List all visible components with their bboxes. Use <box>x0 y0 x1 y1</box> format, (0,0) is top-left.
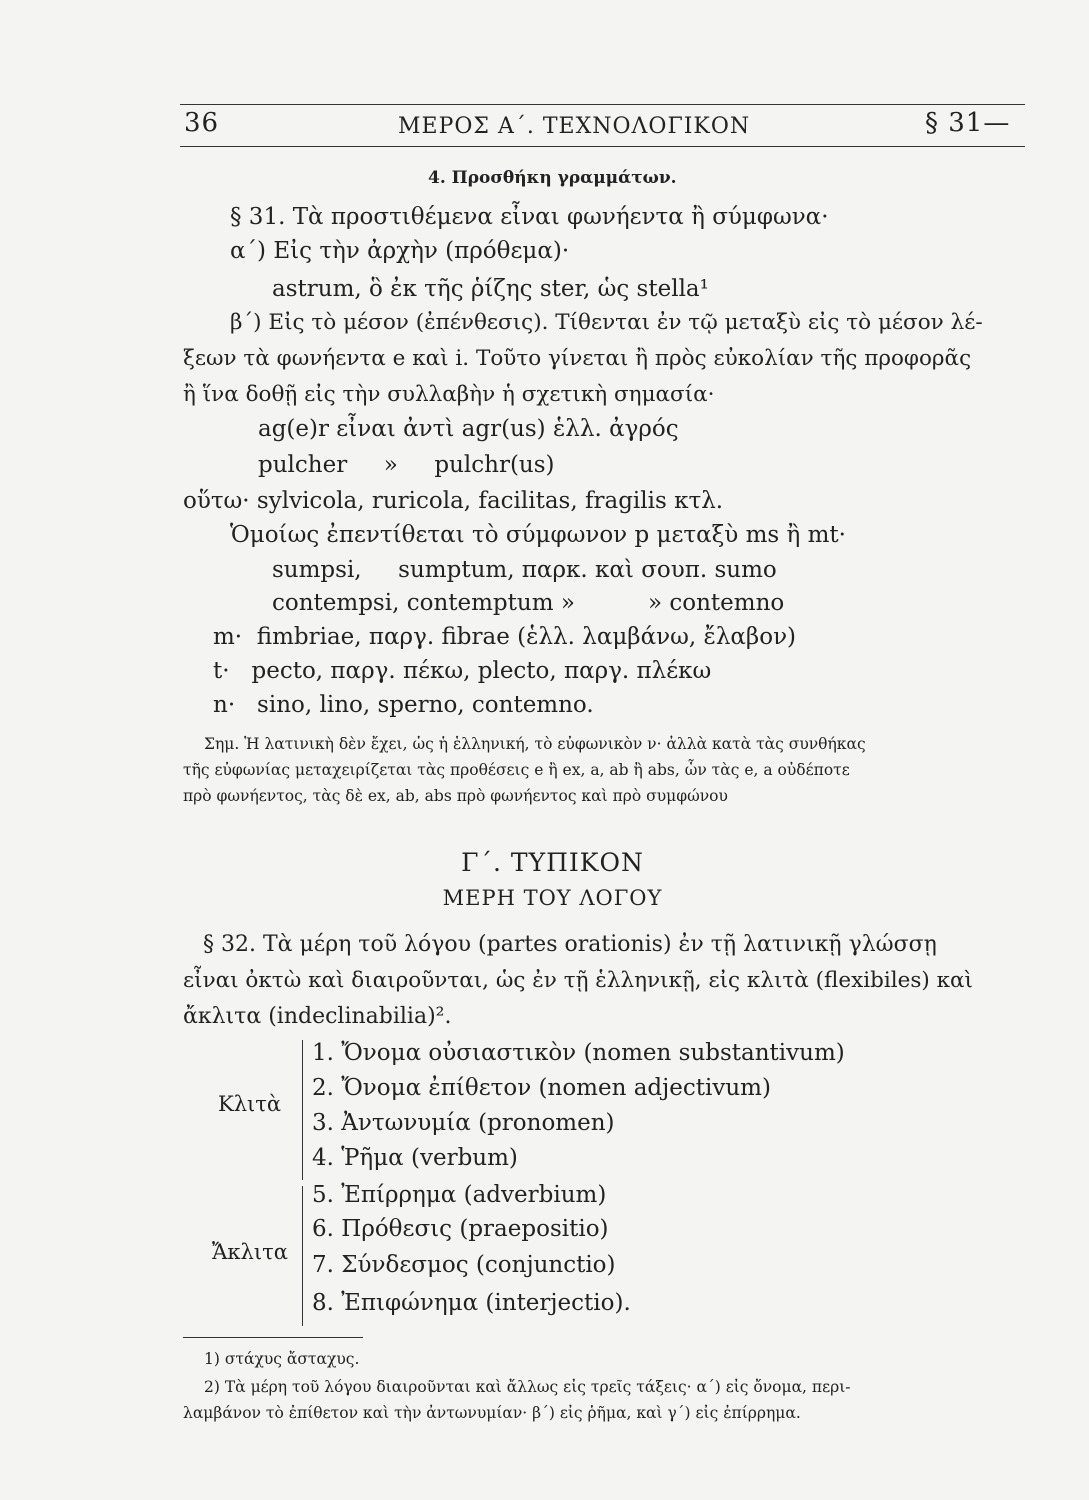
uninflected-brace <box>302 1186 309 1326</box>
p31-line-7: ag(e)r εἶναι ἀντὶ agr(us) ἑλλ. ἀγρός <box>258 416 679 442</box>
inflected-label: Κλιτὰ <box>218 1092 282 1116</box>
header-section-mark: § 31— <box>925 108 1011 138</box>
p31-line-3: astrum, ὃ ἐκ τῆς ῥίζης ster, ὡς stella¹ <box>272 276 709 302</box>
p31-line-14: t· pecto, παργ. πέκω, plecto, παργ. πλέκω <box>213 658 712 684</box>
running-title: ΜΕΡΟΣ Α΄. ΤΕΧΝΟΛΟΓΙΚΟΝ <box>398 114 751 139</box>
p31-line-8: pulcher » pulchr(us) <box>258 452 555 478</box>
note-line-2: τῆς εὐφωνίας μεταχειρίζεται τὰς προθέσεις e ἢ ex, a, ab ἢ abs, ὧν τὰς e, a οὐδέποτε <box>183 761 850 779</box>
footnote-2: 2) Τὰ μέρη τοῦ λόγου διαιροῦνται καὶ ἄλλως εἰς τρεῖς τάξεις· α΄) εἰς ὄνομα, περι- <box>204 1378 851 1396</box>
p31-line-6: ἢ ἵνα δοθῇ εἰς τὴν συλλαβὴν ἡ σχετικὴ σημασία· <box>183 382 715 407</box>
part-5: 5. Ἐπίρρημα (adverbium) <box>312 1182 607 1208</box>
p31-line-11: sumpsi, sumptum, παρκ. καὶ σουπ. sumo <box>272 557 777 583</box>
footnote-2-cont: λαμβάνον τὸ ἐπίθετον καὶ τὴν ἀντωνυμίαν· β΄) εἰς ῥῆμα, καὶ γ΄) εἰς ἐπίρρημα. <box>183 1404 801 1422</box>
inflected-brace <box>302 1040 309 1180</box>
part-7: 7. Σύνδεσμος (conjunctio) <box>312 1252 616 1278</box>
p31-line-2: α΄) Εἰς τὴν ἀρχὴν (πρόθεμα)· <box>230 238 570 264</box>
p31-line-9: οὕτω· sylvicola, ruricola, facilitas, fragilis κτλ. <box>183 488 724 514</box>
header-top-rule <box>180 104 1025 105</box>
p31-line-4: β΄) Εἰς τὸ μέσον (ἐπένθεσις). Τίθενται ἐν τῷ μεταξὺ εἰς τὸ μέσον λέ- <box>230 310 983 335</box>
p32-line-3: ἄκλιτα (indeclinabilia)². <box>183 1004 452 1029</box>
chapter-title: Γ΄. ΤΥΠΙΚΟΝ <box>461 848 644 877</box>
part-3: 3. Ἀντωνυμία (pronomen) <box>312 1110 615 1136</box>
page-number: 36 <box>184 108 220 138</box>
uninflected-label: Ἄκλιτα <box>212 1240 288 1264</box>
part-8: 8. Ἐπιφώνημα (interjectio). <box>312 1290 631 1316</box>
p32-line-1: § 32. Τὰ μέρη τοῦ λόγου (partes orationis) ἐν τῇ λατινικῇ γλώσσῃ <box>203 932 937 957</box>
subsection-title: 4. Προσθήκη γραμμάτων. <box>428 168 677 188</box>
p32-line-2: εἶναι ὀκτὼ καὶ διαιροῦνται, ὡς ἐν τῇ ἑλληνικῇ, εἰς κλιτὰ (flexibiles) καὶ <box>183 968 973 993</box>
p31-line-10: Ὁμοίως ἐπεντίθεται τὸ σύμφωνον p μεταξὺ ms ἢ mt· <box>230 522 846 548</box>
note-line-1: Σημ. Ἡ λατινικὴ δὲν ἔχει, ὡς ἡ ἑλληνική, τὸ εὐφωνικὸν ν· ἀλλὰ κατὰ τὰς συνθήκας <box>204 735 866 753</box>
chapter-subtitle: ΜΕΡΗ ΤΟΥ ΛΟΓΟΥ <box>442 886 663 910</box>
footnote-rule <box>183 1337 363 1338</box>
part-6: 6. Πρόθεσις (praepositio) <box>312 1216 609 1242</box>
p31-line-1: § 31. Τὰ προστιθέμενα εἶναι φωνήεντα ἢ σύμφωνα· <box>230 204 829 230</box>
p31-line-15: n· sino, lino, sperno, contemno. <box>213 692 594 718</box>
part-1: 1. Ὄνομα οὐσιαστικὸν (nomen substantivum) <box>312 1040 845 1066</box>
header-bottom-rule <box>180 146 1025 147</box>
p31-line-5: ξεων τὰ φωνήεντα e καὶ i. Τοῦτο γίνεται ἢ πρὸς εὐκολίαν τῆς προφορᾶς <box>183 346 972 371</box>
part-2: 2. Ὄνομα ἐπίθετον (nomen adjectivum) <box>312 1075 771 1101</box>
footnote-1: 1) στάχυς ἄσταχυς. <box>204 1350 360 1368</box>
part-4: 4. Ῥῆμα (verbum) <box>312 1145 518 1171</box>
p31-line-12: contempsi, contemptum » » contemno <box>272 590 785 616</box>
note-line-3: πρὸ φωνήεντος, τὰς δὲ ex, ab, abs πρὸ φωνήεντος καὶ πρὸ συμφώνου <box>183 787 728 805</box>
p31-line-13: m· fimbriae, παργ. fibrae (ἑλλ. λαμβάνω, ἔλαβον) <box>213 624 797 650</box>
